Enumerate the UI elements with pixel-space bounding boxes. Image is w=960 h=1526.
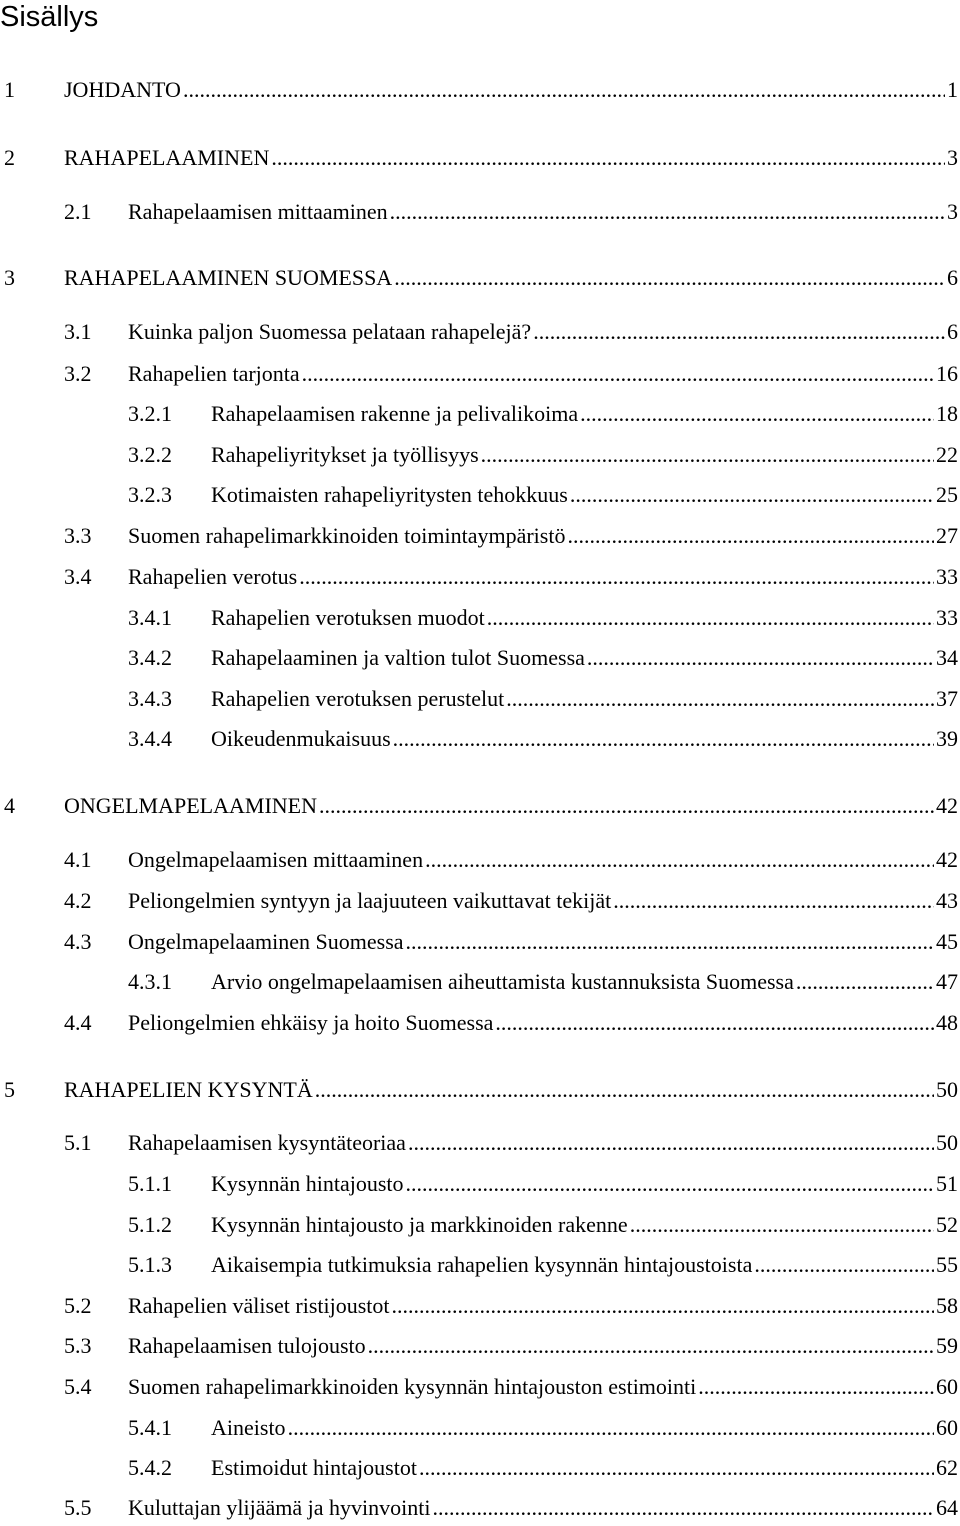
toc-entry[interactable]: [0, 927, 958, 957]
toc-entry-number: 5.5: [64, 1495, 92, 1520]
toc-entry[interactable]: [0, 1291, 958, 1321]
toc-dot-leader: [393, 724, 934, 754]
toc-entry-number: 5: [4, 1077, 15, 1102]
toc-entry-title: Rahapeliyritykset ja työllisyys: [211, 442, 479, 467]
toc-dot-leader: [432, 1493, 934, 1523]
toc-entry-number: 2.1: [64, 199, 92, 224]
toc-entry-title: Rahapelaamisen mittaaminen: [128, 199, 388, 224]
toc-entry-number: 4.4: [64, 1010, 92, 1035]
toc-entry[interactable]: [0, 1008, 958, 1038]
toc-entry-page-number: 55: [936, 1252, 958, 1277]
toc-entry[interactable]: [0, 1372, 958, 1402]
toc-entry-page-number: 60: [936, 1374, 958, 1399]
toc-entry-page-number: 50: [936, 1130, 958, 1155]
toc-entry-number: 4.3: [64, 929, 92, 954]
toc-entry[interactable]: [0, 1331, 958, 1361]
toc-dot-leader: [406, 927, 934, 957]
toc-entry[interactable]: [0, 399, 958, 429]
toc-entry-number: 3.4.3: [128, 686, 172, 711]
toc-entry-title: Estimoidut hintajoustot: [211, 1455, 417, 1480]
toc-entry[interactable]: [0, 521, 958, 551]
toc-entry-page-number: 52: [936, 1212, 958, 1237]
toc-entry[interactable]: [0, 440, 958, 470]
toc-entry[interactable]: [0, 1075, 958, 1105]
toc-entry-number: 4.3.1: [128, 969, 172, 994]
toc-entry-number: 4: [4, 793, 15, 818]
toc-entry-title: Suomen rahapelimarkkinoiden toimintaympäristö: [128, 523, 566, 548]
toc-entry[interactable]: [0, 562, 958, 592]
toc-entry-page-number: 6: [947, 319, 958, 344]
toc-dot-leader: [406, 1169, 935, 1199]
toc-dot-leader: [390, 197, 945, 227]
toc-entry-number: 5.4.1: [128, 1415, 172, 1440]
toc-entry-page-number: 42: [936, 793, 958, 818]
toc-entry-title: Ongelmapelaamisen mittaaminen: [128, 847, 424, 872]
toc-entry-page-number: 62: [936, 1455, 958, 1480]
toc-entry-title: Arvio ongelmapelaamisen aiheuttamista kustannuksista Suomessa: [211, 969, 794, 994]
toc-entry[interactable]: [0, 643, 958, 673]
toc-entry[interactable]: [0, 886, 958, 916]
toc-dot-leader: [487, 603, 934, 633]
toc-dot-leader: [495, 1008, 934, 1038]
toc-entry[interactable]: [0, 1169, 958, 1199]
toc-entry-title: Rahapelien verotus: [128, 564, 298, 589]
toc-entry-number: 3.2.2: [128, 442, 172, 467]
toc-entry-title: Rahapelaaminen ja valtion tulot Suomessa: [211, 645, 585, 670]
toc-entry-page-number: 3: [947, 145, 958, 170]
toc-dot-leader: [613, 886, 934, 916]
toc-entry-page-number: 33: [936, 564, 958, 589]
toc-entry-title: RAHAPELAAMINEN SUOMESSA: [64, 265, 393, 290]
toc-dot-leader: [419, 1453, 934, 1483]
toc-entry[interactable]: [0, 603, 958, 633]
toc-dot-leader: [394, 263, 945, 293]
toc-dot-leader: [302, 359, 934, 389]
toc-entry[interactable]: [0, 724, 958, 754]
toc-entry-title: RAHAPELAAMINEN: [64, 145, 270, 170]
toc-dot-leader: [587, 643, 934, 673]
toc-entry-title: Rahapelaamisen rakenne ja pelivalikoima: [211, 401, 579, 426]
toc-entry[interactable]: [0, 1250, 958, 1280]
toc-dot-leader: [425, 845, 934, 875]
toc-entry-page-number: 60: [936, 1415, 958, 1440]
toc-entry-number: 3.4.1: [128, 605, 172, 630]
toc-entry-number: 5.1.2: [128, 1212, 172, 1237]
toc-entry[interactable]: [0, 143, 958, 173]
toc-entry-title: Kuinka paljon Suomessa pelataan rahapelejä?: [128, 319, 532, 344]
toc-entry-page-number: 43: [936, 888, 958, 913]
toc-entry-number: 5.3: [64, 1333, 92, 1358]
toc-entry-number: 1: [4, 77, 15, 102]
toc-entry-number: 3.4: [64, 564, 92, 589]
toc-entry-title: RAHAPELIEN KYSYNTÄ: [64, 1077, 313, 1102]
toc-entry-page-number: 22: [936, 442, 958, 467]
toc-entry-number: 2: [4, 145, 15, 170]
toc-dot-leader: [630, 1210, 934, 1240]
toc-dot-leader: [533, 317, 945, 347]
toc-entry[interactable]: [0, 684, 958, 714]
toc-entry[interactable]: [0, 1453, 958, 1483]
toc-entry-number: 5.1.1: [128, 1171, 172, 1196]
toc-entry-page-number: 34: [936, 645, 958, 670]
toc-entry-title: Rahapelien tarjonta: [128, 361, 300, 386]
toc-entry-title: Kotimaisten rahapeliyritysten tehokkuus: [211, 482, 568, 507]
toc-entry-page-number: 37: [936, 686, 958, 711]
toc-dot-leader: [754, 1250, 934, 1280]
toc-entry-page-number: 25: [936, 482, 958, 507]
toc-entry-number: 3.3: [64, 523, 92, 548]
toc-entry-title: Kysynnän hintajousto: [211, 1171, 404, 1196]
toc-entry[interactable]: [0, 263, 958, 293]
toc-entry-title: Peliongelmien syntyyn ja laajuuteen vaikuttavat tekijät: [128, 888, 612, 913]
toc-entry-page-number: 27: [936, 523, 958, 548]
toc-entry[interactable]: [0, 75, 958, 105]
toc-dot-leader: [481, 440, 934, 470]
toc-entry-number: 5.4.2: [128, 1455, 172, 1480]
toc-entry-title: Aineisto: [211, 1415, 286, 1440]
toc-entry-number: 3.4.2: [128, 645, 172, 670]
toc-entry-title: Kysynnän hintajousto ja markkinoiden rakenne: [211, 1212, 628, 1237]
toc-entry-number: 4.2: [64, 888, 92, 913]
toc-entry-page-number: 39: [936, 726, 958, 751]
toc-entry[interactable]: [0, 791, 958, 821]
toc-entry-number: 3.2.1: [128, 401, 172, 426]
toc-entry[interactable]: [0, 197, 958, 227]
toc-entry-page-number: 51: [936, 1171, 958, 1196]
toc-entry[interactable]: [0, 359, 958, 389]
toc-entry-title: Rahapelien väliset ristijoustot: [128, 1293, 390, 1318]
toc-entry[interactable]: [0, 317, 958, 347]
toc-entry-title: Rahapelaamisen kysyntäteoriaa: [128, 1130, 406, 1155]
toc-dot-leader: [288, 1413, 934, 1443]
toc-entry-page-number: 48: [936, 1010, 958, 1035]
toc-entry-title: Kuluttajan ylijäämä ja hyvinvointi: [128, 1495, 431, 1520]
toc-dot-leader: [698, 1372, 934, 1402]
toc-entry-number: 5.1: [64, 1130, 92, 1155]
toc-entry-title: Aikaisempia tutkimuksia rahapelien kysynnän hintajoustoista: [211, 1252, 753, 1277]
toc-entry[interactable]: [0, 967, 958, 997]
toc-dot-leader: [319, 791, 934, 821]
toc-entry-title: Rahapelien verotuksen muodot: [211, 605, 485, 630]
toc-entry-title: Ongelmapelaaminen Suomessa: [128, 929, 404, 954]
toc-entry-number: 5.4: [64, 1374, 92, 1399]
toc-entry-page-number: 58: [936, 1293, 958, 1318]
toc-entry[interactable]: [0, 1493, 958, 1523]
toc-entry-page-number: 50: [936, 1077, 958, 1102]
toc-entry-number: 5.1.3: [128, 1252, 172, 1277]
toc-entry-page-number: 33: [936, 605, 958, 630]
toc-entry[interactable]: [0, 1210, 958, 1240]
toc-entry[interactable]: [0, 480, 958, 510]
toc-dot-leader: [796, 967, 934, 997]
toc-entry-title: Rahapelien verotuksen perustelut: [211, 686, 505, 711]
toc-entry-page-number: 6: [947, 265, 958, 290]
toc-entry[interactable]: [0, 1128, 958, 1158]
toc-dot-leader: [570, 480, 934, 510]
toc-entry-title: JOHDANTO: [64, 77, 181, 102]
toc-dot-leader: [183, 75, 945, 105]
toc-dot-leader: [408, 1128, 934, 1158]
page-title: Sisällys: [0, 1, 99, 33]
toc-entry-page-number: 45: [936, 929, 958, 954]
toc-entry-page-number: 64: [936, 1495, 958, 1520]
toc-dot-leader: [271, 143, 945, 173]
toc-dot-leader: [567, 521, 934, 551]
toc-dot-leader: [506, 684, 934, 714]
toc-entry-page-number: 47: [936, 969, 958, 994]
toc-entry-number: 3.1: [64, 319, 92, 344]
toc-entry-title: Suomen rahapelimarkkinoiden kysynnän hintajouston estimointi: [128, 1374, 697, 1399]
toc-entry-title: ONGELMAPELAAMINEN: [64, 793, 317, 818]
toc-entry-number: 3: [4, 265, 15, 290]
toc-entry-title: Oikeudenmukaisuus: [211, 726, 391, 751]
toc-entry-number: 3.2.3: [128, 482, 172, 507]
toc-entry-page-number: 59: [936, 1333, 958, 1358]
toc-entry-page-number: 1: [947, 77, 958, 102]
toc-dot-leader: [392, 1291, 934, 1321]
toc-entry-number: 5.2: [64, 1293, 92, 1318]
toc-entry-number: 4.1: [64, 847, 92, 872]
toc-dot-leader: [299, 562, 934, 592]
toc-entry[interactable]: [0, 1413, 958, 1443]
toc-entry-page-number: 16: [936, 361, 958, 386]
toc-entry[interactable]: [0, 845, 958, 875]
toc-dot-leader: [368, 1331, 934, 1361]
toc-entry-title: Peliongelmien ehkäisy ja hoito Suomessa: [128, 1010, 494, 1035]
toc-entry-title: Rahapelaamisen tulojousto: [128, 1333, 366, 1358]
toc-dot-leader: [580, 399, 934, 429]
toc-entry-page-number: 42: [936, 847, 958, 872]
toc-entry-page-number: 3: [947, 199, 958, 224]
toc-dot-leader: [315, 1075, 934, 1105]
toc-entry-number: 3.4.4: [128, 726, 172, 751]
toc-entry-number: 3.2: [64, 361, 92, 386]
toc-entry-page-number: 18: [936, 401, 958, 426]
